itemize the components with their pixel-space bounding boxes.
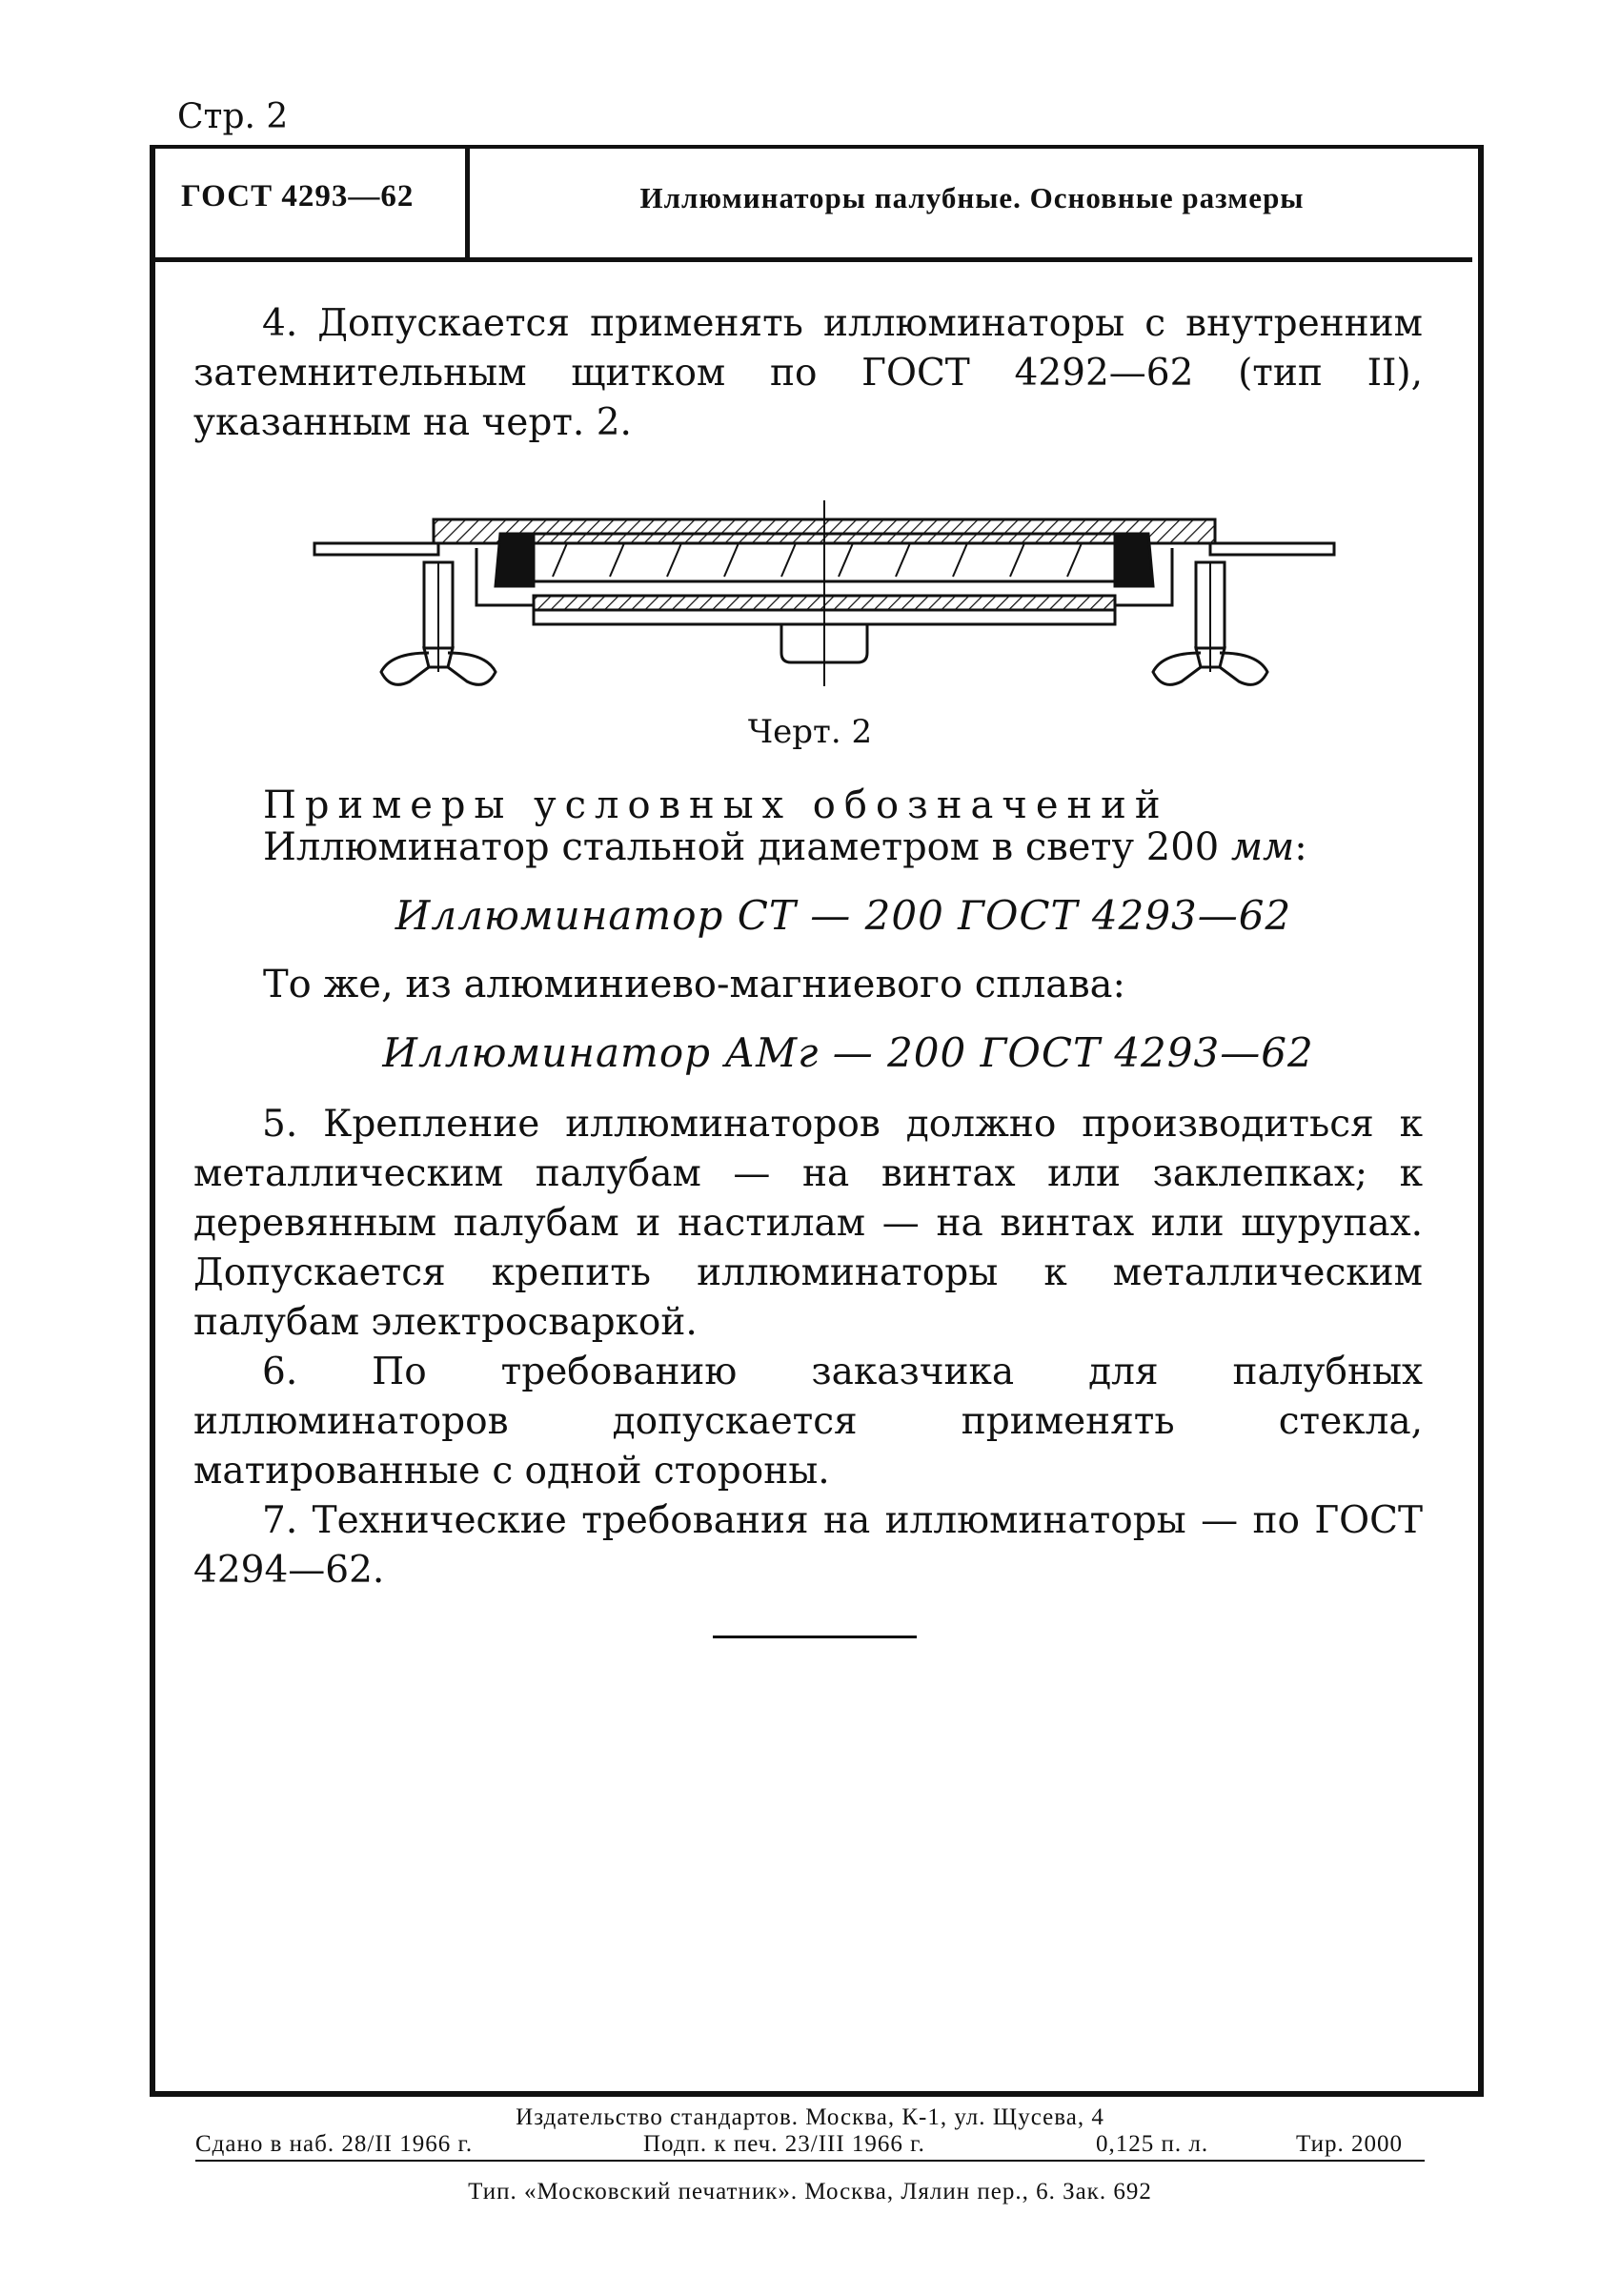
paragraph-6-text: 6. По требованию заказчика для палубных иллюминаторов допускается применять стекла, матированные с одной стороны. <box>193 1351 1423 1493</box>
footer-imprint <box>195 2131 1425 2162</box>
paragraph-6 <box>193 1348 1423 1496</box>
paragraph-7 <box>193 1496 1423 1595</box>
footer-signed: Подп. к печ. 23/III 1966 г. <box>643 2131 925 2157</box>
example-1-unit: мм <box>1230 825 1295 869</box>
footer-print-run: Тир. 2000 <box>1296 2131 1404 2157</box>
end-rule <box>713 1636 917 1638</box>
header-divider <box>465 149 470 257</box>
deck-plate-right <box>1210 543 1334 555</box>
example-2-designation: Иллюминатор АМг — 200 ГОСТ 4293—62 <box>382 1029 1314 1076</box>
deck-plate-left <box>314 543 438 555</box>
standard-code: ГОСТ 4293—62 <box>181 179 415 213</box>
porthole-drawing <box>305 491 1344 696</box>
paragraph-4-text: 4. Допускается применять иллюминаторы с внутренним затемнительным щитком по ГОСТ 4292—62 (тип II), указанным на черт. 2. <box>193 302 1423 444</box>
footer-printer: Тип. «Московский печатник». Москва, Лялин пер., 6. Зак. 692 <box>468 2179 1152 2205</box>
paragraph-7-text: 7. Технические требования на иллюминаторы — по ГОСТ 4294—62. <box>193 1499 1423 1592</box>
footer-submitted: Сдано в наб. 28/II 1966 г. <box>195 2131 474 2157</box>
paragraph-4 <box>193 299 1423 448</box>
example-1-designation: Иллюминатор СТ — 200 ГОСТ 4293—62 <box>395 892 1292 939</box>
paragraph-5 <box>193 1100 1423 1348</box>
example-1-description: Иллюминатор стальной диаметром в свету 200 мм: <box>263 825 1307 869</box>
wing-nut-right <box>1153 562 1267 684</box>
figure-caption: Черт. 2 <box>747 713 873 751</box>
glass-hatching <box>553 543 1082 577</box>
example-2-description: То же, из алюминиево-магниевого сплава: <box>263 963 1125 1006</box>
wing-nut-left <box>381 562 496 684</box>
footer-sheets: 0,125 п. л. <box>1096 2131 1209 2157</box>
standard-title: Иллюминаторы палубные. Основные размеры <box>639 181 1305 214</box>
paragraphs-5-7 <box>193 1100 1423 1595</box>
seal-right <box>1115 534 1153 586</box>
examples-heading: Примеры условных обозначений <box>263 783 1169 827</box>
paragraph-5-text: 5. Крепление иллюминаторов должно производиться к металлическим палубам — на винтах или заклепках; к деревянным палубам и настилам — на винтах или шурупах. Допускается крепить иллюминаторы к металлическим палубам электросваркой. <box>193 1103 1423 1344</box>
page-number: Стр. 2 <box>177 97 289 136</box>
seal-left <box>496 534 534 586</box>
footer-publisher: Издательство стандартов. Москва, К-1, ул. Щусева, 4 <box>516 2104 1104 2130</box>
header-rule <box>155 257 1472 262</box>
example-1-text: Иллюминатор стальной диаметром в свету 200 <box>263 825 1220 869</box>
